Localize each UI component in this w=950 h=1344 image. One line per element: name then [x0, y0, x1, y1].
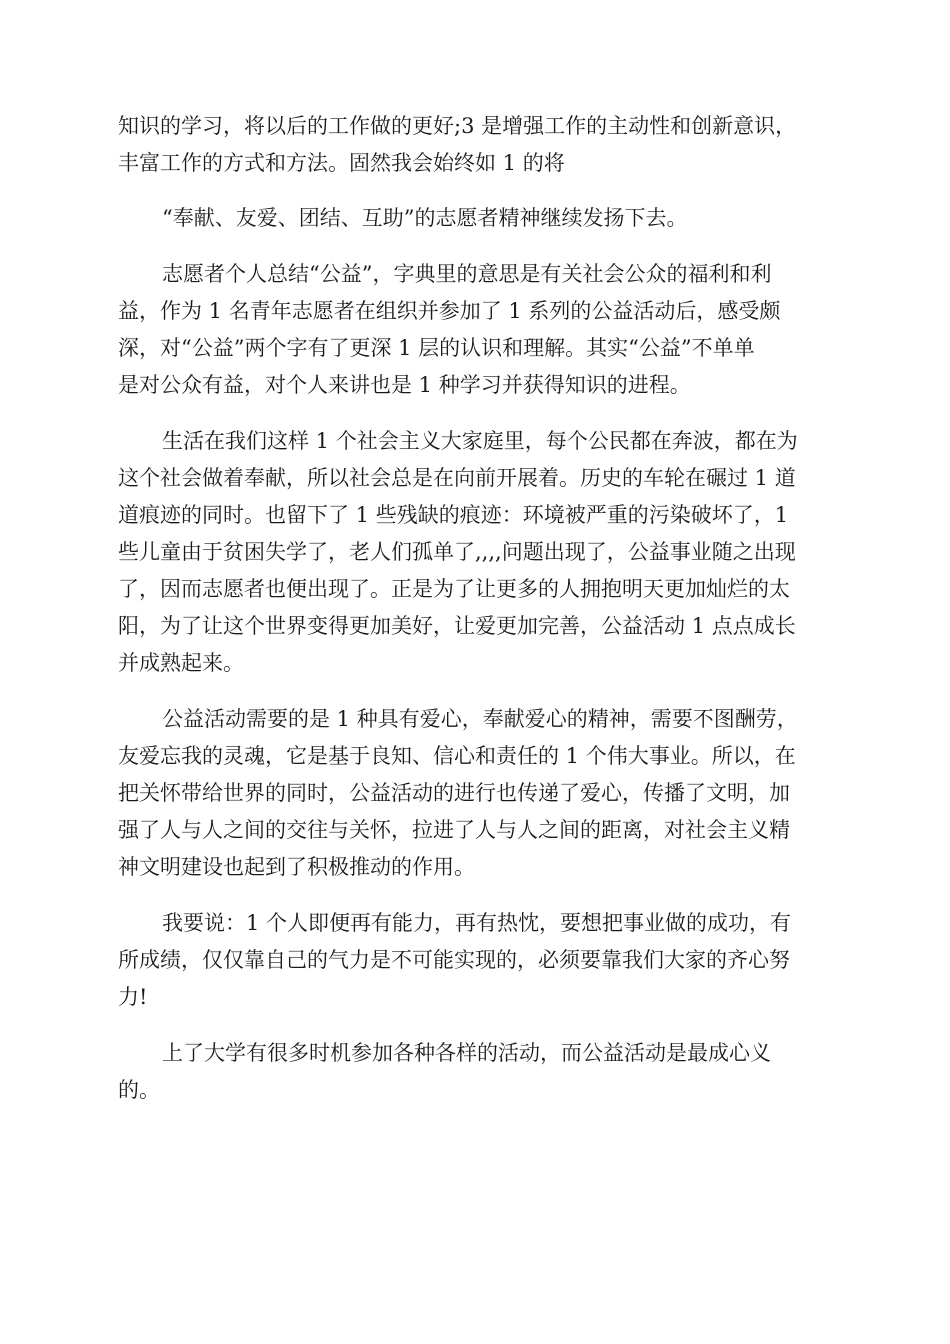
text-line: 友爱忘我的灵魂，它是基于良知、信心和责任的 1 个伟大事业。所以，在 [118, 744, 796, 768]
text-line: 这个社会做着奉献，所以社会总是在向前开展着。历史的车轮在碾过 1 道 [118, 466, 796, 490]
paragraph-3 [118, 256, 834, 404]
text-line: 志愿者个人总结“公益”，字典里的意思是有关社会公众的福利和利 [162, 262, 772, 286]
paragraph-7 [118, 1035, 834, 1109]
text-line: “奉献、友爱、团结、互助”的志愿者精神继续发扬下去。 [162, 206, 688, 230]
paragraph-1 [118, 108, 834, 182]
paragraph-2 [118, 200, 834, 237]
text-line: 的。 [118, 1078, 160, 1102]
text-line: 是对公众有益，对个人来讲也是 1 种学习并获得知识的进程。 [118, 373, 691, 397]
text-line: 了，因而志愿者也便出现了。正是为了让更多的人拥抱明天更加灿烂的太 [118, 577, 790, 601]
text-line: 把关怀带给世界的同时，公益活动的进行也传递了爱心，传播了文明，加 [118, 781, 790, 805]
text-line: 我要说：1 个人即便再有能力，再有热忱，要想把事业做的成功，有 [162, 911, 792, 935]
text-line: 强了人与人之间的交往与关怀，拉进了人与人之间的距离，对社会主义精 [118, 818, 790, 842]
text-line: 上了大学有很多时机参加各种各样的活动，而公益活动是最成心义 [162, 1041, 771, 1065]
text-line: 神文明建设也起到了积极推动的作用。 [118, 855, 475, 879]
text-line: 深，对“公益”两个字有了更深 1 层的认识和理解。其实“公益”不单单 [118, 336, 755, 360]
paragraph-4 [118, 423, 834, 682]
text-line: 道痕迹的同时。也留下了 1 些残缺的痕迹：环境被严重的污染破坏了，1 [118, 503, 789, 527]
text-line: 丰富工作的方式和方法。固然我会始终如 1 的将 [118, 151, 565, 175]
paragraph-6 [118, 905, 834, 1016]
text-line: 公益活动需要的是 1 种具有爱心，奉献爱心的精神，需要不图酬劳， [162, 707, 798, 731]
text-line: 生活在我们这样 1 个社会主义大家庭里，每个公民都在奔波，都在为 [162, 429, 798, 453]
text-line: 些儿童由于贫困失学了，老人们孤单了,,,,问题出现了，公益事业随之出现 [118, 540, 796, 564]
text-line: 阳，为了让这个世界变得更加美好，让爱更加完善，公益活动 1 点点成长 [118, 614, 796, 638]
text-line: 力! [118, 985, 148, 1009]
text-line: 并成熟起来。 [118, 651, 244, 675]
text-line: 所成绩，仅仅靠自己的气力是不可能实现的，必须要靠我们大家的齐心努 [118, 948, 790, 972]
text-line: 知识的学习，将以后的工作做的更好;3 是增强工作的主动性和创新意识， [118, 114, 797, 138]
document-body [118, 108, 834, 1109]
text-line: 益，作为 1 名青年志愿者在组织并参加了 1 系列的公益活动后，感受颇 [118, 299, 781, 323]
paragraph-5 [118, 701, 834, 886]
